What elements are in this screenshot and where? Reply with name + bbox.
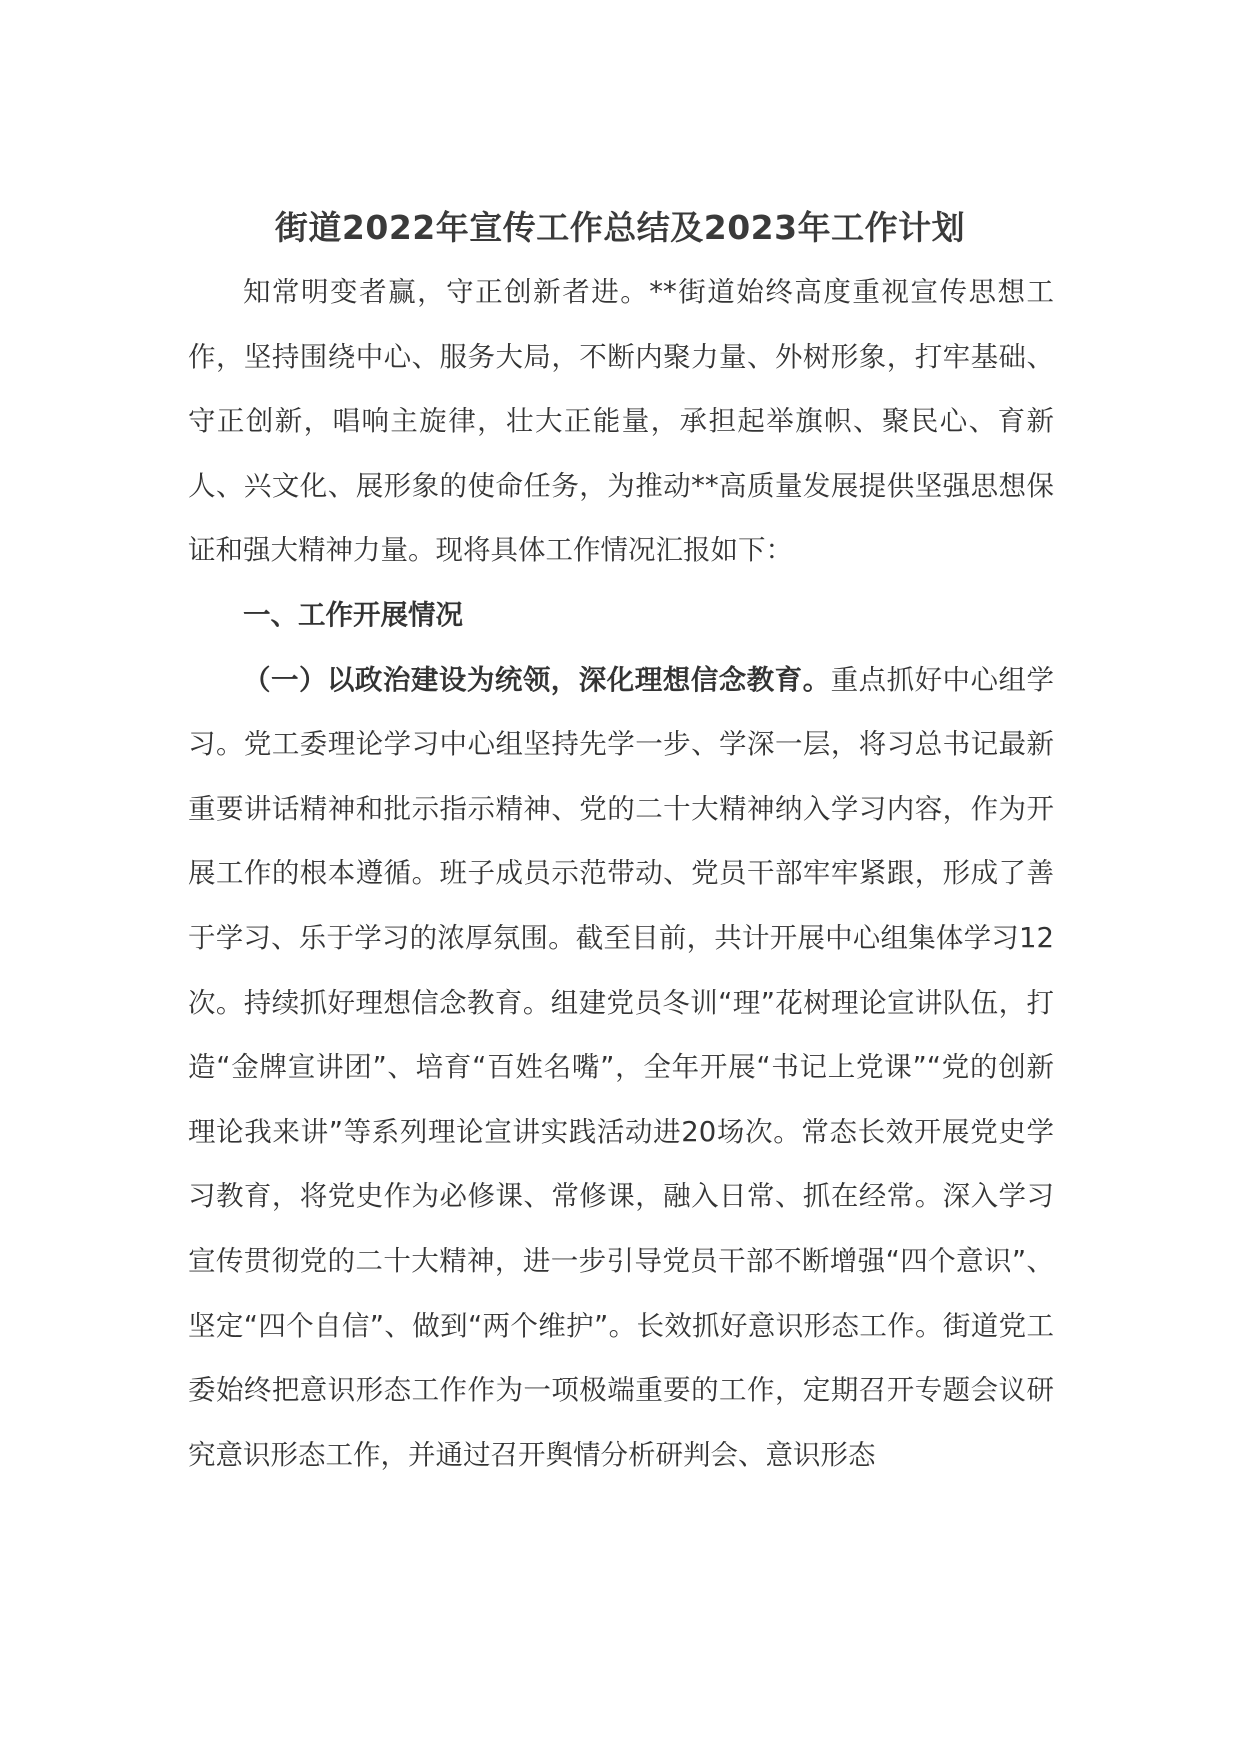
intro-paragraph: 知常明变者赢，守正创新者进。**街道始终高度重视宣传思想工作，坚持围绕中心、服务大局，不断内聚力量、外树形象，打牢基础、守正创新，唱响主旋律，壮大正能量，承担起举旗帜、聚民心、育新人、兴文化、展形象的使命任务，为推动**高质量发展提供坚强思想保证和强大精神力量。现将具体工作情况汇报如下： [188, 276, 1054, 567]
document-title: 街道2022年宣传工作总结及2023年工作计划 [274, 208, 966, 247]
subsection-text: 重点抓好中心组学习。党工委理论学习中心组坚持先学一步、学深一层，将习总书记最新重要讲话精神和批示指示精神、党的二十大精神纳入学习内容，作为开展工作的根本遵循。班子成员示范带动、党员干部牢牢紧跟，形成了善于学习、乐于学习的浓厚氛围。截至目前，共计开展中心组集体学习12次。持续抓好理想信念教育。组建党员冬训“理”花树理论宣讲队伍，打造“金牌宣讲团”、培育“百姓名嘴”，全年开展“书记上党课”“党的创新理论我来讲”等系列理论宣讲实践活动进20场次。常态长效开展党史学习教育，将党史作为必修课、常修课，融入日常、抓在经常。深入学习宣传贯彻党的二十大精神，进一步引导党员干部不断增强“四个意识”、坚定“四个自信”、做到“两个维护”。长效抓好意识形态工作。街道党工委始终把意识形态工作作为一项极端重要的工作，定期召开专题会议研究意识形态工作，并通过召开舆情分析研判会、意识形态 [188, 663, 1054, 1471]
subsection-paragraph [188, 648, 1054, 1488]
subsection-lead: （一）以政治建设为统领，深化理想信念教育。 [243, 663, 831, 696]
document-body [188, 260, 1054, 1487]
section-heading: 一、工作开展情况 [243, 598, 463, 631]
